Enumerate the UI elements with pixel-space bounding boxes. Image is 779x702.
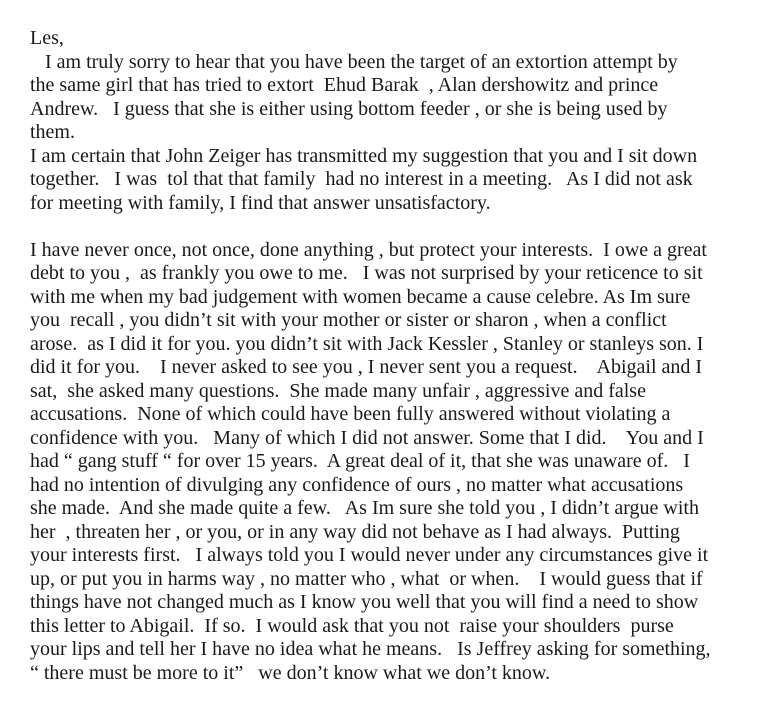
letter-line: arose. as I did it for you. you didn’t sit with Jack Kessler , Stanley or stanleys son. I <box>30 332 704 355</box>
letter-line: had no intention of divulging any confidence of ours , no matter what accusations <box>30 473 684 496</box>
letter-line: Les, <box>30 27 64 49</box>
letter-line: them. <box>30 121 75 143</box>
letter-line: this letter to Abigail. If so. I would ask that you not raise your shoulders purse <box>30 614 674 637</box>
letter-line: I am certain that John Zeiger has transmitted my suggestion that you and I sit down <box>30 144 698 167</box>
letter-line: with me when my bad judgement with women became a cause celebre. As Im sure <box>30 285 691 308</box>
letter-line: your interests first. I always told you I would never under any circumstances give it <box>30 544 709 566</box>
letter-line: your lips and tell her I have no idea what he means. Is Jeffrey asking for something, <box>30 638 711 660</box>
letter-line: did it for you. I never asked to see you , I never sent you a request. Abigail and I <box>30 356 703 378</box>
letter-line: things have not changed much as I know you well that you will find a need to show <box>30 591 699 613</box>
letter-line: for meeting with family, I find that answer unsatisfactory. <box>30 191 491 214</box>
letter-line: the same girl that has tried to extort Ehud Barak , Alan dershowitz and prince <box>30 74 659 96</box>
letter-line: had “ gang stuff “ for over 15 years. A great deal of it, that she was unaware of. I <box>30 450 690 472</box>
letter-line: together. I was tol that that family had no interest in a meeting. As I did not ask <box>30 168 693 190</box>
letter-line: I have never once, not once, done anything , but protect your interests. I owe a great <box>30 238 707 261</box>
letter-line: sat, she asked many questions. She made many unfair , aggressive and false <box>30 379 646 402</box>
letter-line: debt to you , as frankly you owe to me. I was not surprised by your reticence to sit <box>30 262 703 284</box>
letter-line: Andrew. I guess that she is either using bottom feeder , or she is being used by <box>30 97 668 120</box>
letter-line: confidence with you. Many of which I did not answer. Some that I did. You and I <box>30 426 704 449</box>
letter-line <box>30 215 779 239</box>
letter-text <box>30 27 779 685</box>
letter-line: you recall , you didn’t sit with your mother or sister or sharon , when a conflict <box>30 309 667 331</box>
letter-line: she made. And she made quite a few. As Im sure she told you , I didn’t argue with <box>30 497 699 519</box>
letter-line: accusations. None of which could have been fully answered without violating a <box>30 403 671 425</box>
letter-line: I am truly sorry to hear that you have been the target of an extortion attempt by <box>30 50 678 73</box>
letter-line: “ there must be more to it” we don’t know what we don’t know. <box>30 661 551 684</box>
letter-line: up, or put you in harms way , no matter who , what or when. I would guess that if <box>30 567 703 590</box>
letter-line: her , threaten her , or you, or in any way did not behave as I had always. Putting <box>30 520 680 543</box>
